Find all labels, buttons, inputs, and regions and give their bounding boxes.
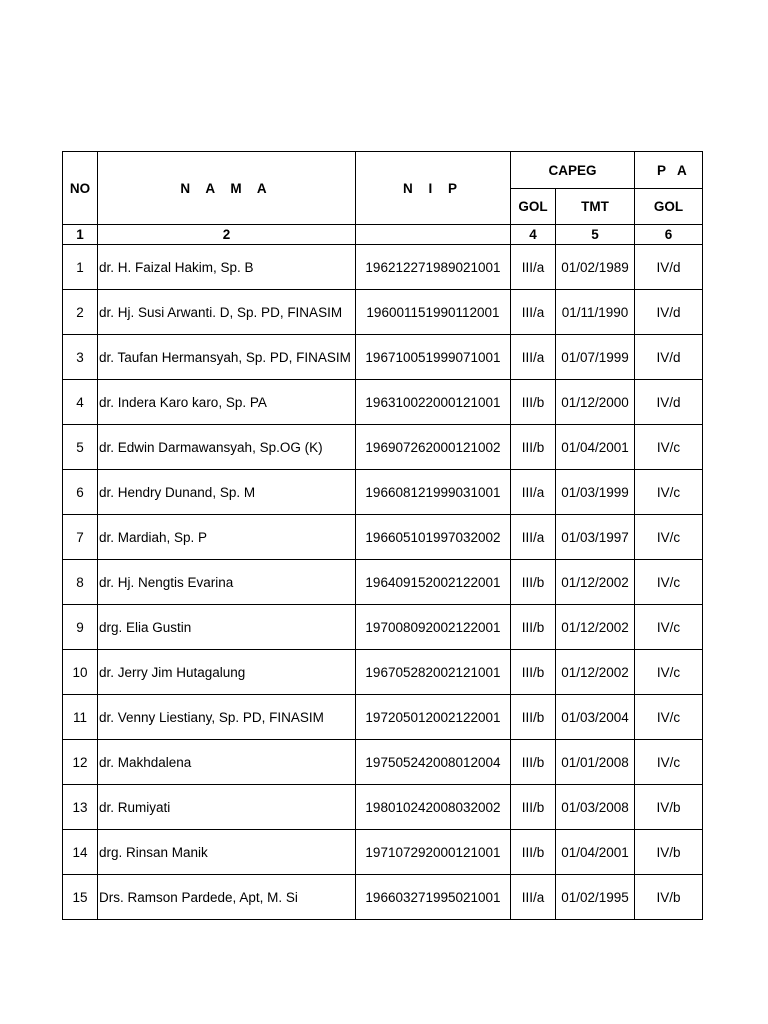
cell-capeg-gol: III/a [511,515,556,560]
cell-nama: Drs. Ramson Pardede, Apt, M. Si [98,875,356,920]
cell-nip: 196212271989021001 [356,245,511,290]
cell-nama: dr. Mardiah, Sp. P [98,515,356,560]
cell-pangkat-gol: IV/d [635,290,703,335]
cell-no: 15 [63,875,98,920]
table-body [63,245,703,920]
cell-capeg-gol: III/b [511,695,556,740]
table-row [63,830,703,875]
column-number: 5 [556,225,635,245]
cell-pangkat-gol: IV/c [635,605,703,650]
table-row [63,335,703,380]
cell-no: 14 [63,830,98,875]
table-row [63,875,703,920]
cell-nip: 197008092002122001 [356,605,511,650]
header-row-top [63,152,703,189]
cell-nama: dr. H. Faizal Hakim, Sp. B [98,245,356,290]
header-nip: N I P [356,152,511,225]
cell-pangkat-gol: IV/c [635,515,703,560]
column-number [356,225,511,245]
cell-pangkat-gol: IV/d [635,245,703,290]
table-row [63,380,703,425]
column-number: 4 [511,225,556,245]
cell-nip: 196907262000121002 [356,425,511,470]
cell-nama: dr. Jerry Jim Hutagalung [98,650,356,695]
cell-pangkat-gol: IV/c [635,470,703,515]
cell-capeg-tmt: 01/02/1995 [556,875,635,920]
table-row [63,290,703,335]
header-no: NO [63,152,98,225]
cell-capeg-tmt: 01/11/1990 [556,290,635,335]
cell-capeg-gol: III/b [511,425,556,470]
header-capeg: CAPEG [511,152,635,189]
cell-nip: 196001151990112001 [356,290,511,335]
table-row [63,515,703,560]
cell-capeg-tmt: 01/12/2002 [556,560,635,605]
cell-pangkat-gol: IV/d [635,335,703,380]
table-row [63,245,703,290]
cell-nama: drg. Rinsan Manik [98,830,356,875]
cell-capeg-gol: III/a [511,335,556,380]
staff-table [62,151,703,920]
cell-nama: dr. Hj. Nengtis Evarina [98,560,356,605]
cell-nama: dr. Hendry Dunand, Sp. M [98,470,356,515]
cell-no: 2 [63,290,98,335]
cell-pangkat-gol: IV/b [635,875,703,920]
cell-capeg-tmt: 01/03/1999 [556,470,635,515]
cell-pangkat-gol: IV/c [635,650,703,695]
cell-nip: 198010242008032002 [356,785,511,830]
cell-pangkat-gol: IV/c [635,695,703,740]
cell-nip: 196310022000121001 [356,380,511,425]
cell-nip: 196605101997032002 [356,515,511,560]
cell-no: 10 [63,650,98,695]
cell-nama: dr. Taufan Hermansyah, Sp. PD, FINASIM [98,335,356,380]
cell-capeg-gol: III/b [511,650,556,695]
cell-pangkat-gol: IV/c [635,740,703,785]
cell-nip: 197107292000121001 [356,830,511,875]
cell-nama: dr. Edwin Darmawansyah, Sp.OG (K) [98,425,356,470]
table-row [63,785,703,830]
cell-nip: 196603271995021001 [356,875,511,920]
cell-nama: dr. Rumiyati [98,785,356,830]
cell-nip: 197205012002122001 [356,695,511,740]
cell-capeg-gol: III/b [511,830,556,875]
cell-nip: 197505242008012004 [356,740,511,785]
table-row [63,695,703,740]
cell-no: 4 [63,380,98,425]
cell-pangkat-gol: IV/b [635,785,703,830]
cell-no: 5 [63,425,98,470]
column-number: 2 [98,225,356,245]
cell-capeg-gol: III/b [511,740,556,785]
table-row [63,425,703,470]
column-number: 1 [63,225,98,245]
table-row [63,560,703,605]
header-pangkat: P A [635,152,703,189]
cell-no: 7 [63,515,98,560]
table-row [63,605,703,650]
cell-capeg-gol: III/b [511,785,556,830]
cell-capeg-tmt: 01/03/2008 [556,785,635,830]
cell-no: 11 [63,695,98,740]
cell-no: 3 [63,335,98,380]
header-nama: N A M A [98,152,356,225]
cell-no: 12 [63,740,98,785]
cell-capeg-gol: III/b [511,380,556,425]
header-capeg-gol: GOL [511,189,556,225]
cell-capeg-gol: III/b [511,560,556,605]
table-row [63,470,703,515]
cell-capeg-tmt: 01/12/2002 [556,605,635,650]
cell-nama: dr. Makhdalena [98,740,356,785]
cell-capeg-tmt: 01/01/2008 [556,740,635,785]
cell-capeg-tmt: 01/02/1989 [556,245,635,290]
cell-pangkat-gol: IV/b [635,830,703,875]
cell-capeg-tmt: 01/12/2002 [556,650,635,695]
cell-capeg-tmt: 01/12/2000 [556,380,635,425]
table-row [63,650,703,695]
cell-nama: drg. Elia Gustin [98,605,356,650]
cell-no: 1 [63,245,98,290]
column-number-row [63,225,703,245]
cell-no: 9 [63,605,98,650]
cell-pangkat-gol: IV/c [635,560,703,605]
cell-capeg-gol: III/a [511,470,556,515]
table-row [63,740,703,785]
header-capeg-tmt: TMT [556,189,635,225]
cell-nama: dr. Hj. Susi Arwanti. D, Sp. PD, FINASIM [98,290,356,335]
cell-nip: 196710051999071001 [356,335,511,380]
cell-no: 8 [63,560,98,605]
cell-capeg-tmt: 01/03/1997 [556,515,635,560]
cell-capeg-tmt: 01/07/1999 [556,335,635,380]
cell-pangkat-gol: IV/c [635,425,703,470]
cell-capeg-gol: III/a [511,245,556,290]
cell-nama: dr. Indera Karo karo, Sp. PA [98,380,356,425]
header-pangkat-gol: GOL [635,189,703,225]
cell-no: 6 [63,470,98,515]
cell-nip: 196705282002121001 [356,650,511,695]
table-header [63,152,703,245]
cell-capeg-gol: III/b [511,605,556,650]
cell-no: 13 [63,785,98,830]
column-number: 6 [635,225,703,245]
cell-capeg-gol: III/a [511,290,556,335]
cell-pangkat-gol: IV/d [635,380,703,425]
cell-capeg-tmt: 01/04/2001 [556,830,635,875]
cell-capeg-tmt: 01/04/2001 [556,425,635,470]
cell-capeg-gol: III/a [511,875,556,920]
cell-nip: 196608121999031001 [356,470,511,515]
staff-table-sheet [62,151,691,920]
cell-nama: dr. Venny Liestiany, Sp. PD, FINASIM [98,695,356,740]
cell-capeg-tmt: 01/03/2004 [556,695,635,740]
cell-nip: 196409152002122001 [356,560,511,605]
